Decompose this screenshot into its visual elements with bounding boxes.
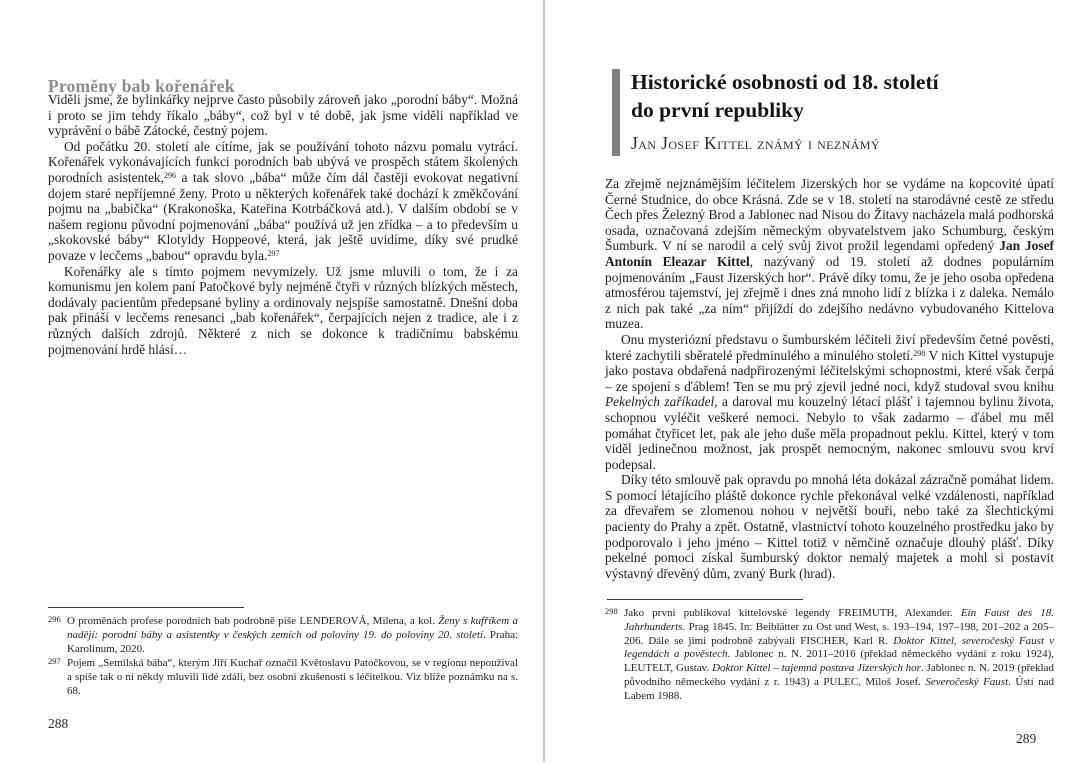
footnote-text: Pojem „Semilská bába“, kterým Jiří Kuchař označil Květoslavu Patočkovou, se v regionu nepoužíval a spíše tak o ní někdy mluvili lidé zdáli, bez osobní zkušenosti s léčitelkou. Viz blíže poznámku na s. 68.	[67, 657, 518, 697]
paragraph: Od počátku 20. století ale cítíme, jak se používání tohoto názvu pomalu vytrácí. Kořenářek vykonávajících funkci porodních bab ubývá ve prospěch státem školených porodních asistentek,$^{296}$ a tak slovo „bába“ může čím dál častěji evokovat negativní dojem staré nepříjemné ženy. Proto u některých kořenářek také dochází k změkčování pojmu na „babička“ (Krakonoška, Kateřina Kotrbáčková atd.). V dalším období se v našem regionu původní pojmenování „bába“ používá už jen zřídka – a to především u „skokovské báby“ Klotyldy Hoppeové, která, jak ještě uvidíme, díky své prudké povaze v lecčems „babou“ opravdu byla.$^{297}$	[48, 138, 518, 263]
footnote	[605, 607, 1054, 704]
paragraph: Kořenářky ale s tímto pojmem nevymizely. Už jsme mluvili o tom, že i za komunismu jen kolem paní Patočkové byly nejméně čtyři v různých blízkých městech, dodávaly pacientům předepsané byliny a ordinovaly nejspíše samostatně. Dnešní doba pak přináší v lecčems renesanci „bab kořenářek“, čerpajících nejen z tradice, ale i z různých dalších zdrojů. Některé z nich se dokonce k tradičnímu babskému pojmenování hrdě hlásí…	[48, 263, 518, 357]
footnote-separator	[607, 599, 803, 600]
left-page-body	[48, 92, 518, 357]
page-divider	[543, 0, 545, 762]
footnote-separator	[48, 607, 244, 608]
footnote-text: O proměnách profese porodních bab podrobně píše LENDEROVÁ, Milena, a kol. Ženy s kufříkem a nadějí: porodní báby a asistentky v českých zemích od poloviny 19. do poloviny 20. století. Praha: Karolinum, 2020.	[67, 615, 519, 655]
left-page-footnotes	[48, 615, 518, 700]
chapter-heading-text	[631, 69, 939, 156]
chapter-title-line1: Historické osobnosti od 18. století	[631, 70, 939, 94]
footnote-text: Jako první publikoval kittelovské legendy FREIMUTH, Alexander. Ein Faust des 18. Jahrhunderts. Prag 1845. In: Beiblätter zu Ost und West, s. 193–194, 197–198, 201–202 a 205–206. Dále se jimi podrobně zabývali FISCHER, Karl R. Doktor Kittel, severočeský Faust v legendách a pověstech. Jablonec n. N. 2011–2016 (překlad německého vydání z roku 1924), LEUTELT, Gustav. Doktor Kittel – tajemná postava Jizerských hor. Jablonec n. N. 2019 (překlad původního německého vydání z r. 1943) a PULEC, Miloš Josef. Severočeský Faust. Ústí nad Labem 1988.	[624, 607, 1054, 702]
section-heading: Proměny bab kořenářek	[48, 75, 235, 96]
page-number-left: 288	[48, 716, 69, 731]
right-page-body	[605, 176, 1054, 581]
paragraph: Onu mysteriózní představu o šumburském léčiteli živí především četné pověsti, které zachytili sběratelé předminulého a minulého století.$^{298}$ V nich Kittel vystupuje jako postava obdařená nadpřirozenými léčitelskými schopnostmi, které však čerpá – ze spojení s ďáblem! Ten se mu prý zjevil jedné noci, když studoval svou knihu Pekelných zaříkadel, a daroval mu kouzelný létací plášť i tajemnou bylinu života, schopnou vyléčit veškeré nemoci. Nebylo to však zadarmo – ďábel mu měl pomáhat čtyřicet let, pak ale jeho duše měla propadnout peklu. Kittel, který v tom viděl jedinečnou možnost, jak prospět nemocným, nakonec smlouvu svou krví podepsal.	[605, 331, 1054, 472]
paragraph: Za zřejmě nejznámějším léčitelem Jizerských hor se vydáme na kopcovité úpatí Černé Studnice, do obce Krásná. Zde se v 18. století na starodávné cestě ze středu Čech přes Železný Brod a Jablonec nad Nisou do Žitavy nacházela malá podhorská osada, označovaná zdejším německým obyvatelstvem jako Schumburg, českým Šumburk. V ní se narodil a celý svůj život prožil legendami opředený Jan Josef Antonín Eleazar Kittel, nazývaný od 19. století až dodnes populárním pojmenováním „Faust Jizerských hor“. Právě díky tomu, že je jeho osoba opředena atmosférou tajemství, jej zřejmě i dnes zná mnoho lidí z blízka i z daleka. Nemálo z nich pak také „za ním“ přijíždí do zdejšího nedávno vybudovaného Kittelova muzea.	[605, 176, 1054, 332]
chapter-heading-block	[612, 69, 939, 156]
page-number-right: 289	[1016, 731, 1037, 746]
paragraph: Viděli jsme, že bylinkářky nejprve často působily zároveň jako „porodní báby“. Možná i proto se jim tehdy říkalo „báby“, což byl v té době, jak jsme viděli například ve vyprávění o bábě Zátocké, čestný pojem.	[48, 92, 518, 139]
chapter-accent-bar	[612, 69, 620, 156]
paragraph: Díky této smlouvě pak opravdu po mnohá léta dokázal zázračně pomáhat lidem. S pomocí létajícího pláště dokonce rychle překonával velké vzdálenosti, například za dřevařem se zlomenou nohou v největší bouři, nebo také za šlechtickými pacienty do Prahy a zpět. Ostatně, vlastnictví tohoto kouzelného prostředku jako by podporovalo i jeho jméno – Kittel totiž v němčině označuje dlouhý plášť. Díky pekelné pomoci získal šumburský doktor nemalý majetek a mohl si postavit výstavný dřevěný dům, zvaný Burk (hrad).	[605, 472, 1054, 581]
footnote	[48, 657, 518, 698]
footnote-number: 297	[48, 656, 61, 667]
right-page-footnotes	[605, 607, 1054, 705]
footnote-number: 296	[48, 614, 61, 624]
chapter-subheading: Jan Josef Kittel známý i neznámý	[631, 133, 880, 153]
footnote-number: 298	[605, 606, 618, 616]
footnote	[48, 615, 518, 656]
chapter-title-line2: do první republiky	[631, 97, 804, 122]
chapter-title	[631, 69, 939, 124]
